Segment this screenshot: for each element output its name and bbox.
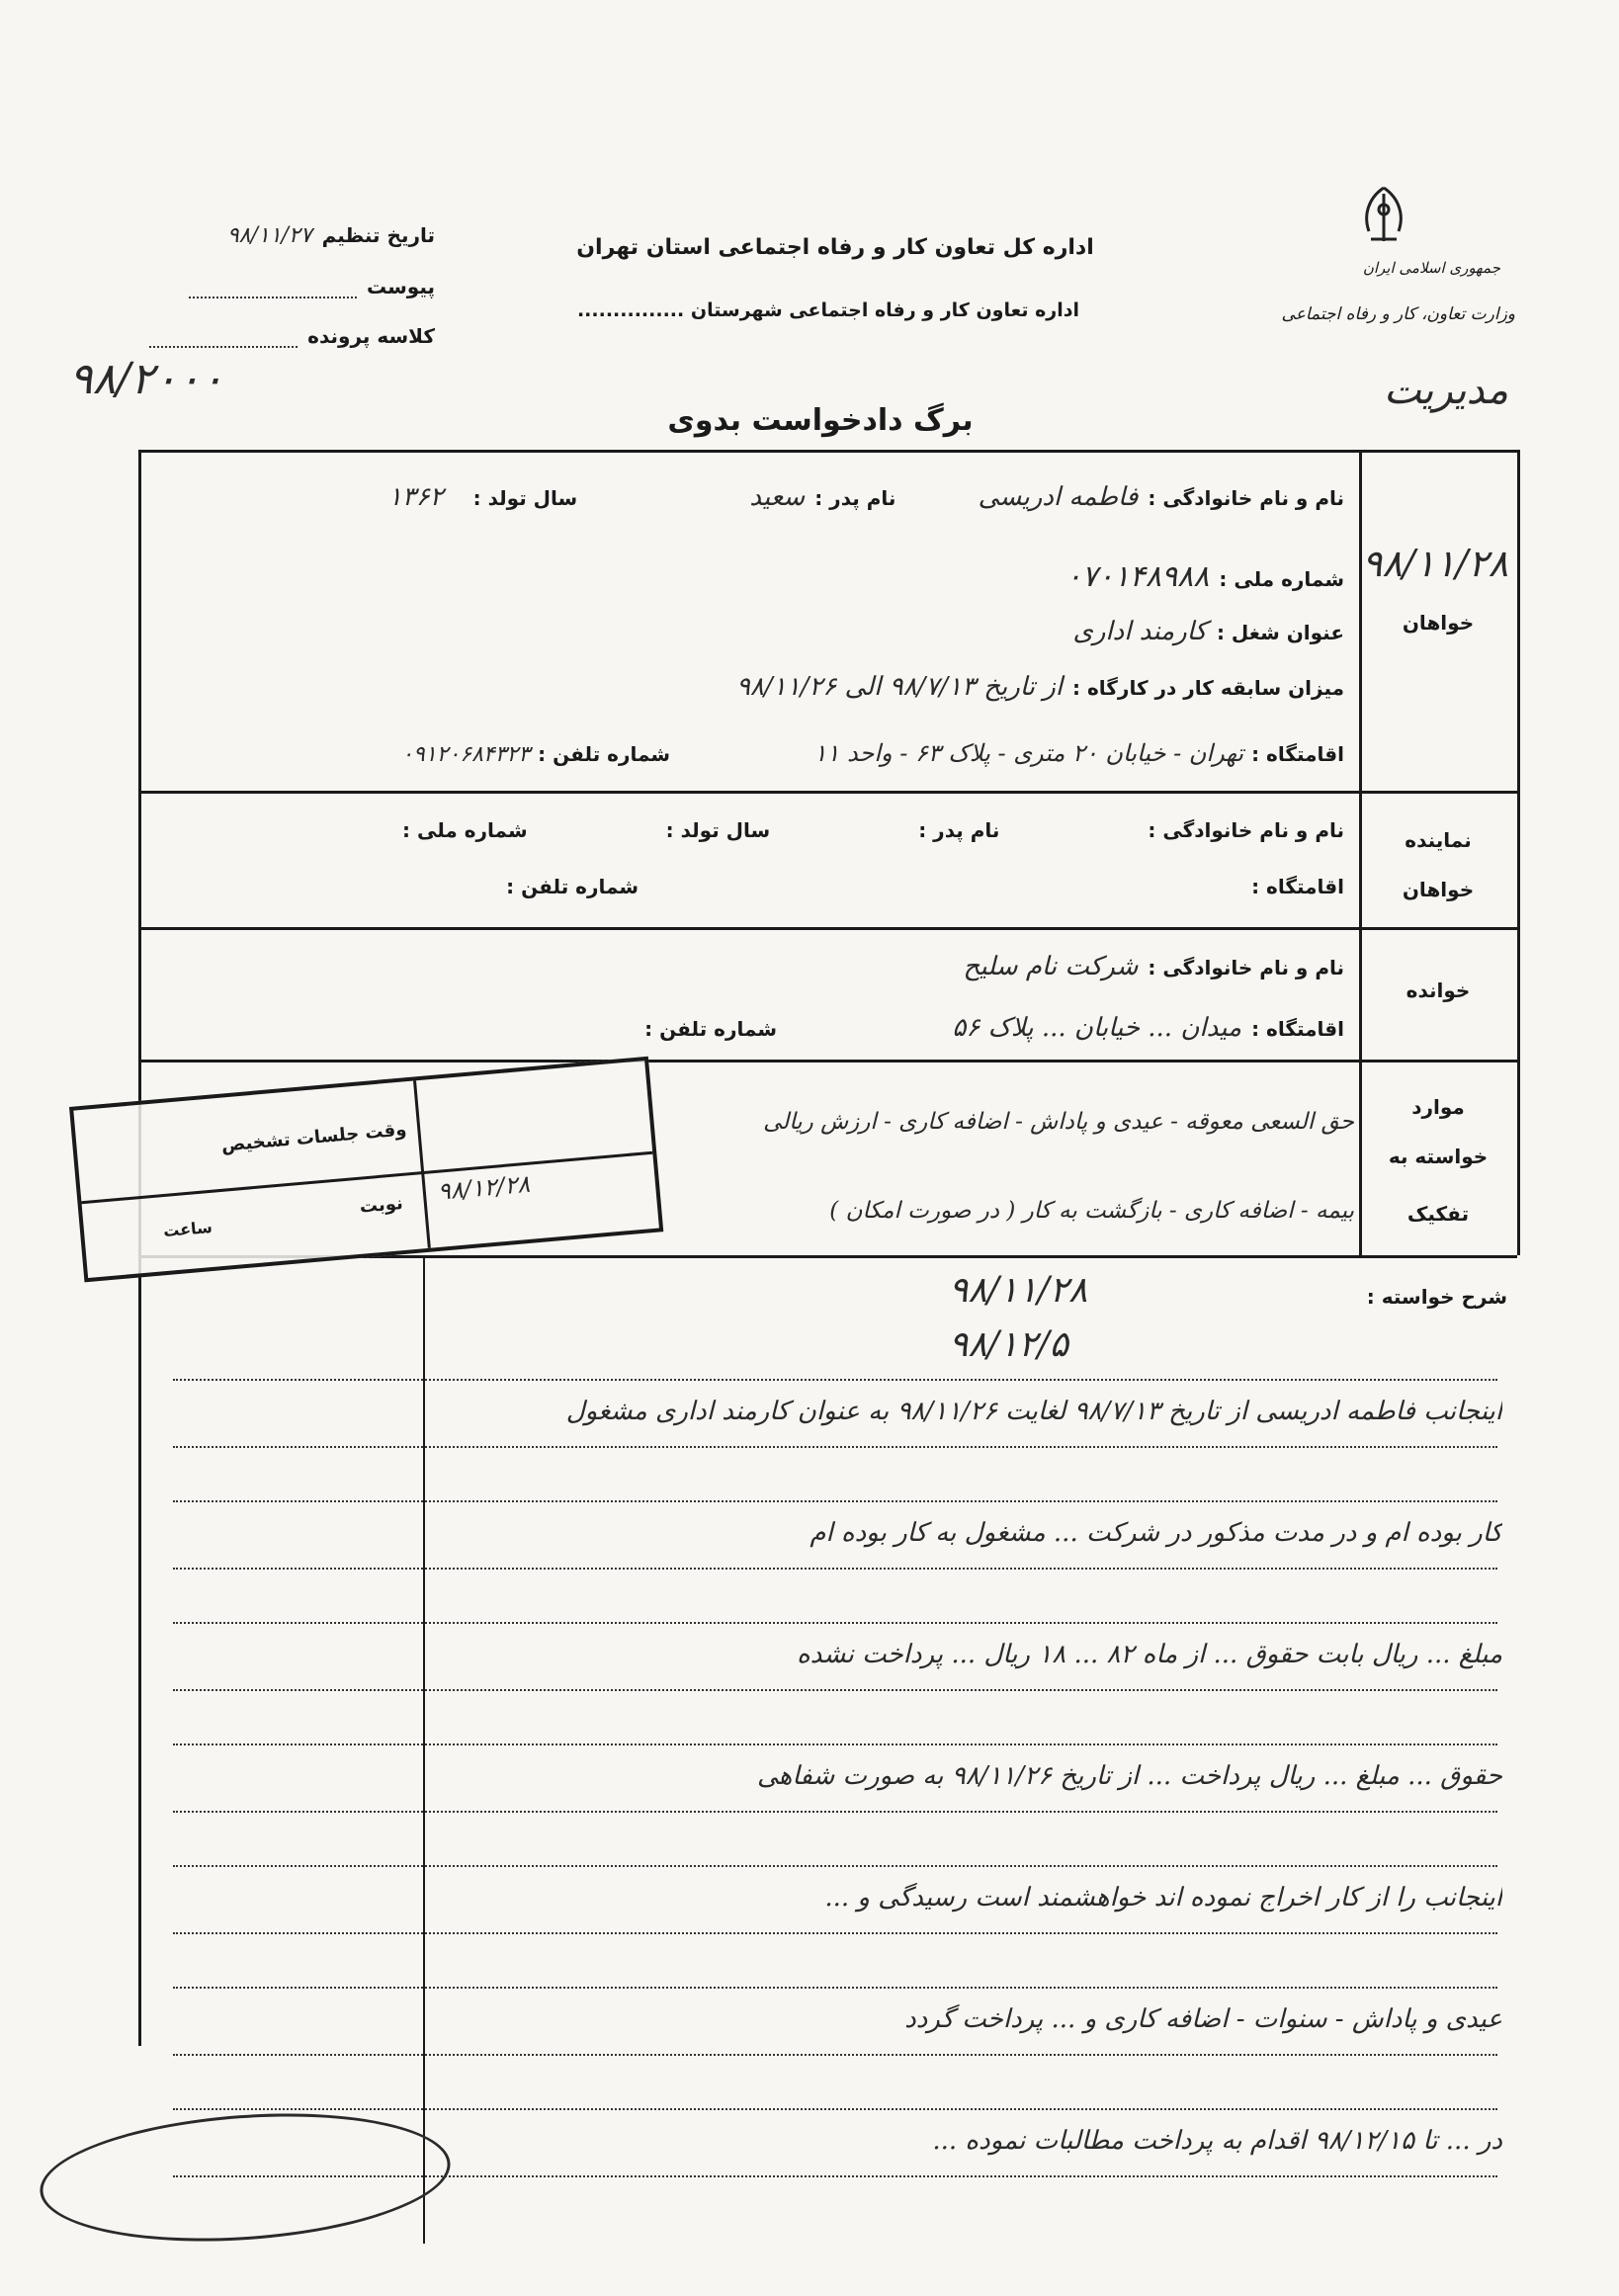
claimant-phone-value: ۰۹۱۲۰۶۸۴۳۲۳: [401, 742, 531, 767]
requests-section-label-2: خواسته به: [1388, 1145, 1489, 1168]
republic-label: جمهوری اسلامی ایران: [1362, 259, 1500, 277]
date-label: تاریخ تنظیم: [321, 223, 435, 247]
date-value: ۹۸/۱۱/۲۷: [226, 223, 312, 248]
handwritten-note: مدیریت: [1383, 368, 1508, 413]
claimant-father-label: نام پدر :: [814, 486, 896, 510]
stamp-title: وقت جلسات تشخیص: [220, 1119, 408, 1156]
requests-section-label-3: تفکیک: [1406, 1202, 1470, 1226]
claimant-row-5: [168, 739, 1344, 767]
claimant-address-value: تهران - خیابان ۲۰ متری - پلاک ۶۳ - واحد ۱۱: [813, 739, 1244, 767]
description-line: اینجانب فاطمه ادریسی از تاریخ ۹۸/۷/۱۳ لغایت ۹۸/۱۱/۲۶ به عنوان کارمند اداری مشغول: [565, 1397, 1502, 1426]
claimant-row-2: [277, 559, 1344, 594]
description-rule: [173, 1932, 1497, 1934]
defendant-name-value: شرکت نام سلیح: [963, 952, 1139, 981]
emblem-icon: [1349, 180, 1418, 254]
stamp-row-label: نوبت: [359, 1192, 404, 1218]
description-rule: [173, 1500, 1497, 1502]
claimant-birth-label: سال تولد :: [472, 486, 578, 510]
requests-section-label-1: موارد: [1411, 1095, 1465, 1119]
claimant-name-value: فاطمه ادریسی: [978, 482, 1139, 512]
claimant-row-3: [277, 617, 1344, 646]
representative-name-label: نام و نام خانوادگی :: [1148, 818, 1344, 842]
description-line: عیدی و پاداش - سنوات - اضافه کاری و ... پرداخت گردد: [904, 2004, 1502, 2034]
representative-section-label-2: خواهان: [1402, 878, 1475, 901]
description-rule: [173, 1446, 1497, 1448]
claimant-phone-label: شماره تلفن :: [538, 742, 671, 766]
description-line: حقوق ... مبلغ ... ریال پرداخت ... از تاریخ ۹۸/۱۱/۲۶ به صورت شفاهی: [757, 1761, 1502, 1791]
claimant-national-id-value: ۰۷۰۱۴۸۹۸۸: [1065, 559, 1210, 594]
description-rule: [173, 1689, 1497, 1691]
description-date-2: ۹۸/۱۲/۵: [949, 1324, 1068, 1365]
representative-row-2: [415, 875, 1344, 898]
claimant-tenure-value: از تاریخ ۹۸/۷/۱۳ الی ۹۸/۱۱/۲۶: [735, 672, 1064, 702]
claimant-national-id-label: شماره ملی :: [1219, 567, 1344, 591]
org-line-2: اداره تعاون کار و رفاه اجتماعی شهرستان ...............: [576, 299, 1080, 321]
claimant-father-value: سعید: [749, 482, 806, 512]
frame-right: [1517, 450, 1520, 1255]
divider-representative: [138, 927, 1517, 930]
defendant-section-label: خوانده: [1406, 978, 1471, 1002]
session-stamp: [69, 1057, 663, 1283]
claimant-row-1: [277, 482, 1344, 512]
attachment-dots: [189, 297, 357, 298]
description-line: اینجانب را از کار اخراج نموده اند خواهشمند است رسیدگی و ...: [824, 1883, 1502, 1913]
signature-scribble: [36, 2101, 455, 2254]
description-date-1: ۹۸/۱۱/۲۸: [949, 1270, 1088, 1311]
defendant-row-2: [415, 1013, 1344, 1043]
divider-defendant: [138, 1060, 1517, 1063]
file-field: [138, 324, 435, 348]
file-label: کلاسه پرونده: [307, 324, 435, 348]
representative-birth-label: سال تولد :: [665, 818, 771, 842]
description-rule: [173, 1379, 1497, 1381]
attachment-label: پیوست: [366, 275, 435, 298]
description-label: شرح خواسته :: [1366, 1285, 1507, 1309]
org-line-1: اداره کل تعاون کار و رفاه اجتماعی استان تهران: [576, 235, 1094, 260]
defendant-name-label: نام و نام خانوادگی :: [1148, 956, 1344, 979]
page-title: برگ دادخواست بدوی: [667, 403, 974, 438]
file-dots: [149, 346, 298, 348]
representative-row-1: [376, 818, 1344, 842]
divider-claimant: [138, 791, 1517, 794]
representative-national-id-label: شماره ملی :: [402, 818, 528, 842]
representative-phone-label: شماره تلفن :: [506, 875, 639, 898]
description-rule: [173, 2054, 1497, 2056]
description-rule: [173, 1622, 1497, 1624]
frame-top: [138, 450, 1517, 453]
stamp-handwriting: ۹۸/۱۲/۲۸: [436, 1169, 532, 1206]
requests-line-1: حق السعی معوقه - عیدی و پاداش - اضافه کاری - ارزش ریالی: [763, 1109, 1354, 1135]
stamp-row-value: ساعت: [162, 1217, 213, 1241]
defendant-address-label: اقامتگاه :: [1251, 1017, 1344, 1041]
description-rule: [173, 1811, 1497, 1813]
description-rule: [173, 1743, 1497, 1745]
description-line: کار بوده ام و در مدت مذکور در شرکت ... مشغول به کار بوده ام: [810, 1518, 1502, 1548]
date-field: [138, 223, 435, 248]
defendant-address-value: میدان ... خیابان ... پلاک ۵۶: [952, 1013, 1242, 1043]
representative-father-label: نام پدر :: [918, 818, 1000, 842]
attachment-field: [138, 275, 435, 298]
claimant-tenure-label: میزان سابقه کار در کارگاه :: [1072, 676, 1344, 700]
representative-address-label: اقامتگاه :: [1251, 875, 1344, 898]
description-rule: [173, 1865, 1497, 1867]
claimant-job-value: کارمند اداری: [1072, 617, 1207, 646]
representative-section-label-1: نماینده: [1405, 828, 1472, 852]
requests-line-2: بیمه - اضافه کاری - بازگشت به کار ( در صورت امکان ): [829, 1198, 1354, 1224]
description-line: مبلغ ... ریال بابت حقوق ... از ماه ۸۲ ... ۱۸ ریال ... پرداخت نشده: [797, 1640, 1502, 1669]
file-number: ۹۸/۲۰۰۰: [69, 354, 224, 404]
description-line: در ... تا ۹۸/۱۲/۱۵ اقدام به پرداخت مطالبات نموده ...: [932, 2126, 1502, 2156]
claimant-section-label: خواهان: [1402, 611, 1475, 635]
claimant-address-label: اقامتگاه :: [1251, 742, 1344, 766]
description-rule: [173, 2108, 1497, 2110]
stamp-divider-v: [413, 1080, 431, 1248]
defendant-phone-label: شماره تلفن :: [644, 1017, 778, 1041]
claimant-birth-value: ۱۳۶۲: [387, 482, 444, 512]
claimant-job-label: عنوان شغل :: [1216, 621, 1344, 644]
ministry-label: وزارت تعاون، کار و رفاه اجتماعی: [1281, 304, 1515, 324]
description-rule: [173, 1987, 1497, 1989]
claimant-row-4: [277, 672, 1344, 702]
claimant-side-date: ۹۸/۱۱/۲۸: [1362, 542, 1509, 585]
defendant-row-1: [376, 952, 1344, 981]
claimant-name-label: نام و نام خانوادگی :: [1148, 486, 1344, 510]
description-rule: [173, 1568, 1497, 1570]
